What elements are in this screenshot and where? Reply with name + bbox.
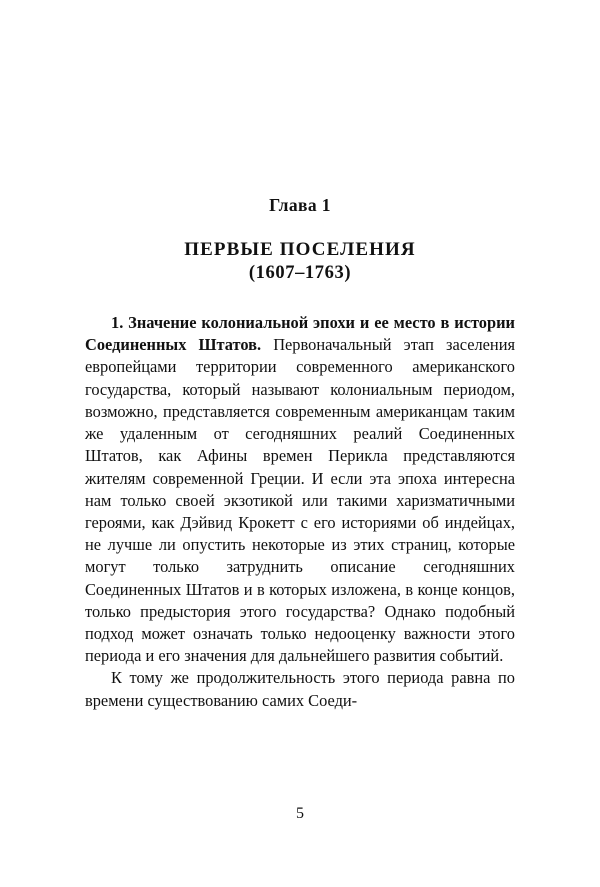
page-number: 5 (296, 805, 304, 822)
body-paragraph-1: 1. Значение колониальной эпохи и ее место в истории Соединенных Штатов. Первоначальный этап заселения европейцами территории современного американского государства, который называют колониальным периодом, возможно, представляется современным американцам таким же удаленным от сегодняшних реалий Соединенных Штатов, как Афины времен Перикла представляются жителям современной Греции. И если эта эпоха интересна нам только своей экзотикой или такими харизматичными героями, как Дэйвид Крокетт с его историями об индейцах, не лучше ли опустить некоторые из этих страниц, которые могут только затруднить описание сегодняшних Соединенных Штатов и в которых изложена, в конце концов, только предыстория этого государства? Однако подобный подход может означать только недооценку важности этого периода и его значения для дальнейшего развития событий. (85, 312, 515, 666)
chapter-label: Глава 1 (269, 195, 331, 215)
chapter-title-text: ПЕРВЫЕ ПОСЕЛЕНИЯ (184, 239, 416, 260)
chapter-years: (1607–1763) (248, 263, 352, 284)
body-paragraph-2: К тому же продолжительность этого периода равна по времени существованию самих Соеди- (85, 668, 515, 710)
paragraph-lead-in: 1. Значение колониальной эпохи и ее место в истории Соединенных Штатов. (85, 312, 515, 355)
page-content (85, 195, 515, 712)
chapter-title (85, 238, 515, 286)
page-bottom-fade (0, 772, 600, 794)
